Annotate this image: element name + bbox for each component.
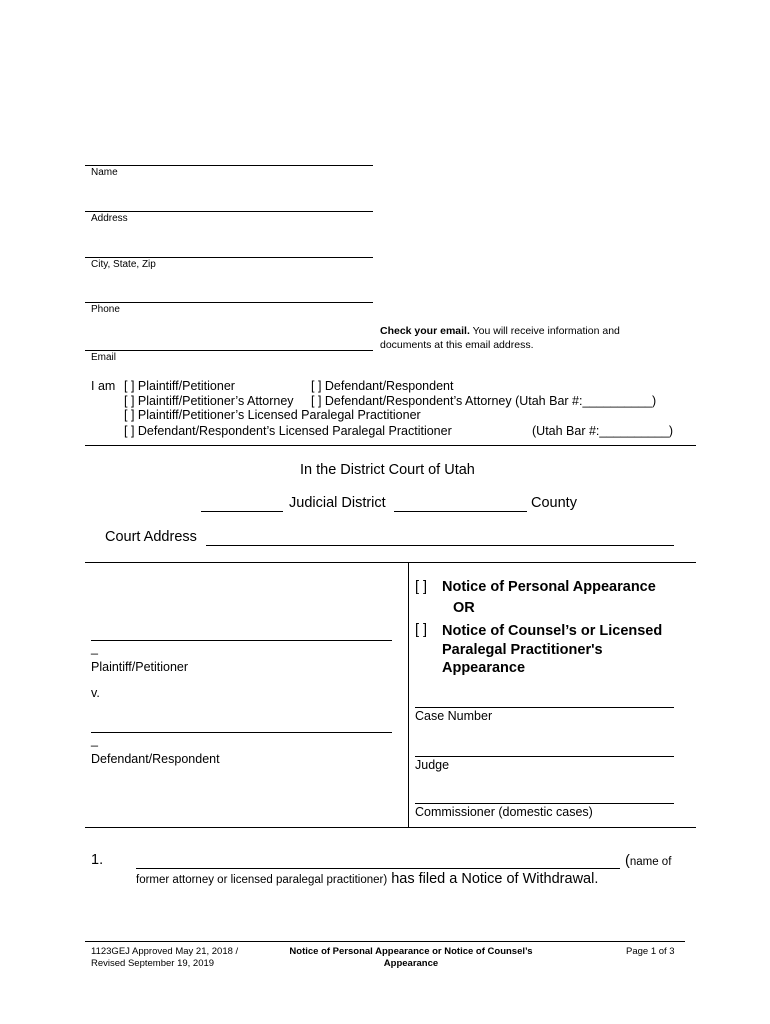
caption-top-border <box>85 562 696 563</box>
item-number: 1. <box>91 852 104 868</box>
footer-form-id <box>91 946 238 970</box>
notice-counsel-appearance <box>442 622 662 678</box>
notice-personal-checkbox[interactable]: [ ] <box>415 579 428 595</box>
name-line[interactable] <box>85 165 373 166</box>
role-plaintiff-attorney[interactable]: [ ] Plaintiff/Petitioner’s Attorney <box>124 394 294 408</box>
plaintiff-underscore: _ <box>91 641 98 655</box>
phone-label: Phone <box>91 304 120 315</box>
plaintiff-line[interactable] <box>91 640 392 641</box>
name-of-paren: ( <box>625 853 630 869</box>
judicial-district-blank[interactable] <box>201 511 283 512</box>
email-line[interactable] <box>85 350 373 351</box>
commissioner-label: Commissioner (domestic cases) <box>415 805 593 819</box>
defendant-label: Defendant/Respondent <box>91 752 220 766</box>
or-label: OR <box>453 600 475 616</box>
notice-personal-appearance: Notice of Personal Appearance <box>442 579 656 595</box>
role-defendant-paralegal[interactable]: [ ] Defendant/Respondent’s Licensed Paralegal Practitioner <box>124 424 452 438</box>
address-label: Address <box>91 213 128 224</box>
court-address-blank[interactable] <box>206 545 674 546</box>
county-blank[interactable] <box>394 511 527 512</box>
name-of-text: name of <box>629 856 672 868</box>
role-plaintiff[interactable]: [ ] Plaintiff/Petitioner <box>124 379 235 393</box>
email-note <box>380 324 660 352</box>
name-of-note <box>625 853 671 869</box>
phone-line[interactable] <box>85 302 373 303</box>
footer-divider <box>85 941 685 942</box>
i-am-label: I am <box>91 379 116 393</box>
email-note-line1: You will receive information and <box>469 325 620 337</box>
former-attorney-text: former attorney or licensed paralegal practitioner) <box>136 874 388 886</box>
footer-title-line1: Notice of Personal Appearance or Notice of Counsel’s <box>289 946 533 957</box>
city-state-zip-line[interactable] <box>85 257 373 258</box>
notice-counsel-line1: Notice of Counsel’s or Licensed <box>442 623 663 639</box>
role-plaintiff-paralegal[interactable]: [ ] Plaintiff/Petitioner’s Licensed Paralegal Practitioner <box>124 408 421 422</box>
defendant-underscore: _ <box>91 733 98 747</box>
defendant-line[interactable] <box>91 732 392 733</box>
caption-divider <box>408 562 409 827</box>
name-label: Name <box>91 167 118 178</box>
court-title: In the District Court of Utah <box>300 462 475 478</box>
former-attorney-blank[interactable] <box>136 868 620 869</box>
city-state-zip-label: City, State, Zip <box>91 259 156 270</box>
court-address-label: Court Address <box>105 529 197 545</box>
role-defendant-attorney[interactable]: [ ] Defendant/Respondent’s Attorney (Utah Bar #:__________) <box>311 394 657 408</box>
role-defendant[interactable]: [ ] Defendant/Respondent <box>311 379 454 393</box>
footer-page-number: Page 1 of 3 <box>626 946 675 957</box>
utah-bar-number[interactable]: (Utah Bar #:__________) <box>532 424 674 438</box>
email-note-line2: documents at this email address. <box>380 339 534 351</box>
footer-title-line2: Appearance <box>383 958 439 969</box>
email-note-bold: Check your email. <box>380 325 470 337</box>
case-number-line[interactable] <box>415 707 674 708</box>
plaintiff-label: Plaintiff/Petitioner <box>91 660 189 674</box>
footer-form-id-line2: Revised September 19, 2019 <box>91 958 215 969</box>
judicial-district-label: Judicial District <box>289 495 386 511</box>
commissioner-line[interactable] <box>415 803 674 804</box>
judge-label: Judge <box>415 758 450 772</box>
caption-bottom-border <box>85 827 696 828</box>
county-label: County <box>531 495 577 511</box>
case-number-label: Case Number <box>415 709 493 723</box>
notice-counsel-line3: Appearance <box>442 660 526 676</box>
footer-form-id-line1: 1123GEJ Approved May 21, 2018 / <box>91 946 239 957</box>
versus: v. <box>91 686 100 700</box>
email-label: Email <box>91 352 117 363</box>
judge-line[interactable] <box>415 756 674 757</box>
footer-title <box>272 946 550 970</box>
has-filed-text: has filed a Notice of Withdrawal. <box>387 871 599 887</box>
former-attorney-line <box>136 871 598 887</box>
divider-top <box>85 445 696 446</box>
notice-counsel-checkbox[interactable]: [ ] <box>415 622 428 638</box>
address-line[interactable] <box>85 211 373 212</box>
notice-counsel-line2: Paralegal Practitioner's <box>442 641 603 658</box>
